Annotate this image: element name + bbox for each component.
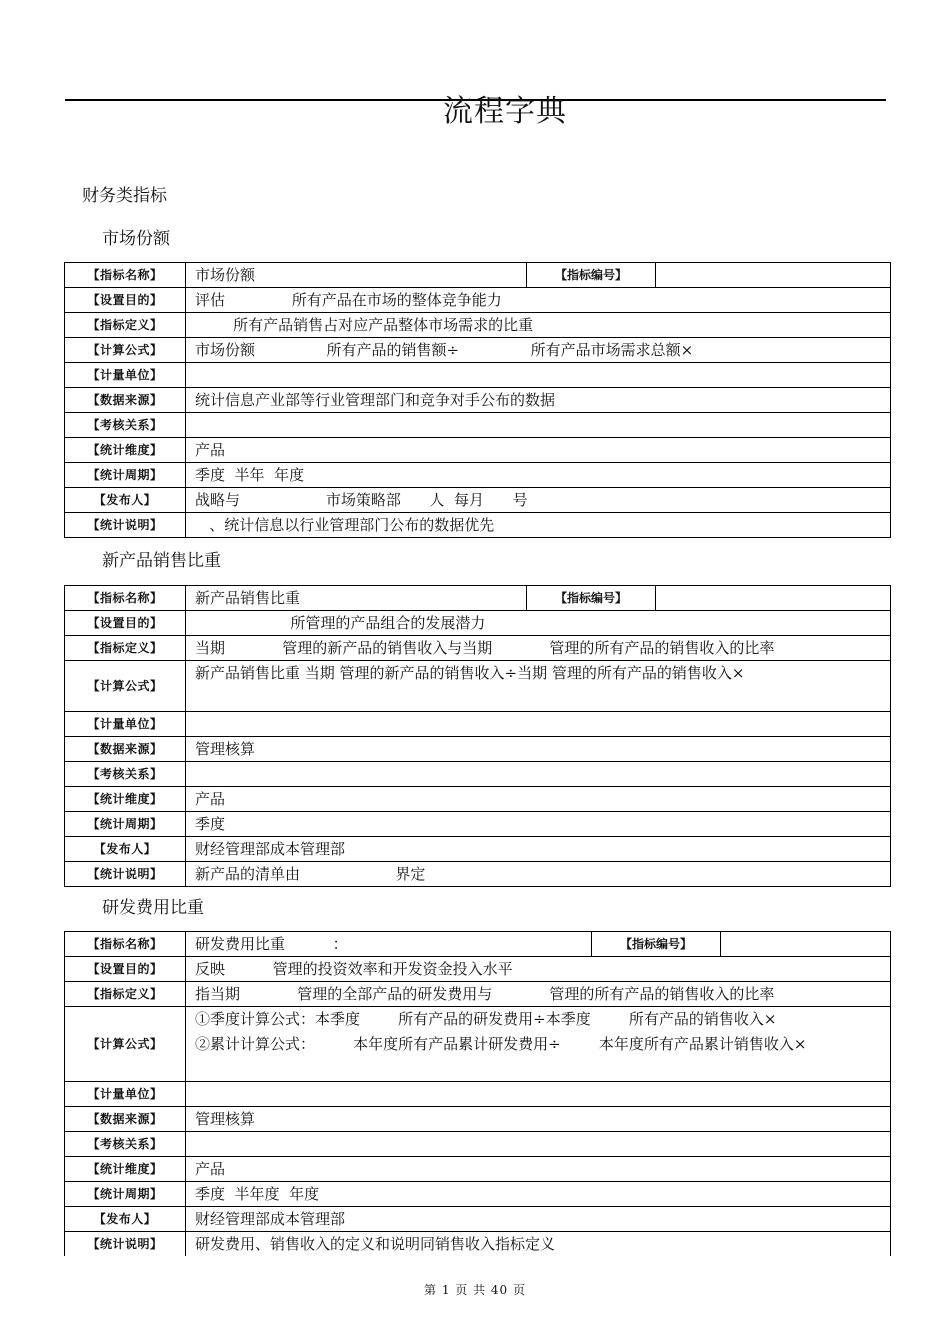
table-row (65, 611, 891, 636)
row-label: 【数据来源】 (65, 388, 186, 413)
table-row (65, 957, 891, 982)
row-value: 产品 (186, 438, 891, 463)
row-value: 财经管理部成本管理部 (186, 1207, 891, 1232)
row-value: 产品 (186, 787, 891, 812)
row-label: 【考核关系】 (65, 762, 186, 787)
row-label: 【统计说明】 (65, 513, 186, 538)
category-heading: 财务类指标 (82, 186, 167, 206)
indicator-name-value: 市场份额 (186, 263, 527, 288)
row-value: 研发费用、销售收入的定义和说明同销售收入指标定义 (186, 1232, 891, 1257)
row-value: 产品 (186, 1157, 891, 1182)
section-title-rd-expense: 研发费用比重 (102, 898, 204, 918)
table-row (65, 932, 891, 957)
row-label: 【设置目的】 (65, 957, 186, 982)
table-row (65, 288, 891, 313)
row-label: 【数据来源】 (65, 1107, 186, 1132)
table-row (65, 1107, 891, 1132)
indicator-code-label: 【指标编号】 (527, 263, 656, 288)
row-label: 【指标名称】 (65, 263, 186, 288)
indicator-code-value (656, 263, 891, 288)
row-value: 统计信息产业部等行业管理部门和竞争对手公布的数据 (186, 388, 891, 413)
table-row (65, 263, 891, 288)
table-row (65, 1132, 891, 1157)
table-row (65, 787, 891, 812)
indicator-code-value (656, 586, 891, 611)
table-row (65, 982, 891, 1007)
row-label: 【计量单位】 (65, 1082, 186, 1107)
row-label: 【指标定义】 (65, 982, 186, 1007)
row-label: 【统计周期】 (65, 463, 186, 488)
table-row (65, 862, 891, 887)
row-label: 【数据来源】 (65, 737, 186, 762)
indicator-name-value: 新产品销售比重 (186, 586, 527, 611)
row-label: 【发布人】 (65, 837, 186, 862)
row-value: 管理核算 (186, 1107, 891, 1132)
indicator-code-label: 【指标编号】 (527, 586, 656, 611)
table-row (65, 1207, 891, 1232)
indicator-name-value: 研发费用比重 ： (186, 932, 592, 957)
row-value (186, 363, 891, 388)
row-value: 新产品的清单由 界定 (186, 862, 891, 887)
row-label: 【统计维度】 (65, 438, 186, 463)
row-label: 【指标定义】 (65, 636, 186, 661)
row-label: 【发布人】 (65, 1207, 186, 1232)
row-value: 指当期 管理的全部产品的研发费用与 管理的所有产品的销售收入的比率 (186, 982, 891, 1007)
row-value: 财经管理部成本管理部 (186, 837, 891, 862)
row-value: 管理核算 (186, 737, 891, 762)
page-number: 第 1 页 共 40 页 (424, 1283, 526, 1297)
row-label: 【考核关系】 (65, 1132, 186, 1157)
table-row (65, 636, 891, 661)
row-value: 反映 管理的投资效率和开发资金投入水平 (186, 957, 891, 982)
table-row (65, 513, 891, 538)
row-label: 【计量单位】 (65, 712, 186, 737)
table-row (65, 338, 891, 363)
row-value: 季度 半年 年度 (186, 463, 891, 488)
row-label: 【设置目的】 (65, 611, 186, 636)
table-row (65, 1157, 891, 1182)
row-value: 所管理的产品组合的发展潜力 (186, 611, 891, 636)
row-value: 市场份额 所有产品的销售额÷ 所有产品市场需求总额× (186, 338, 891, 363)
row-label: 【统计周期】 (65, 1182, 186, 1207)
row-label: 【指标名称】 (65, 586, 186, 611)
row-value: 评估 所有产品在市场的整体竞争能力 (186, 288, 891, 313)
row-value: 、统计信息以行业管理部门公布的数据优先 (186, 513, 891, 538)
row-label: 【计算公式】 (65, 338, 186, 363)
row-label: 【统计维度】 (65, 787, 186, 812)
row-value: 所有产品销售占对应产品整体市场需求的比重 (186, 313, 891, 338)
row-label: 【计算公式】 (65, 661, 186, 712)
row-label: 【计量单位】 (65, 363, 186, 388)
table-row (65, 388, 891, 413)
row-value: 战略与 市场策略部 人 每月 号 (186, 488, 891, 513)
table-row (65, 586, 891, 611)
table-row (65, 1232, 891, 1257)
row-label: 【指标定义】 (65, 313, 186, 338)
indicator-table-rd-expense (64, 931, 891, 1256)
row-label: 【统计说明】 (65, 1232, 186, 1257)
table-row (65, 1182, 891, 1207)
table-row (65, 712, 891, 737)
row-value: 季度 半年度 年度 (186, 1182, 891, 1207)
page-title: 流程字典 (443, 94, 567, 129)
row-value (186, 1132, 891, 1157)
table-row (65, 812, 891, 837)
row-label: 【计算公式】 (65, 1007, 186, 1082)
section-title-new-product-sales: 新产品销售比重 (102, 551, 221, 571)
row-label: 【考核关系】 (65, 413, 186, 438)
table-row (65, 1082, 891, 1107)
table-row (65, 762, 891, 787)
formula-line-cumulative: ②累计计算公式： 本年度所有产品累计研发费用÷ 本年度所有产品累计销售收入× (195, 1035, 807, 1053)
row-value: 季度 (186, 812, 891, 837)
row-value (186, 1007, 891, 1082)
table-row (65, 363, 891, 388)
indicator-code-label: 【指标编号】 (592, 932, 721, 957)
row-label: 【统计周期】 (65, 812, 186, 837)
row-value (186, 712, 891, 737)
table-row (65, 661, 891, 712)
section-title-market-share: 市场份额 (102, 229, 170, 249)
row-value (186, 1082, 891, 1107)
table-row (65, 1007, 891, 1082)
table-row (65, 438, 891, 463)
table-row (65, 737, 891, 762)
row-label: 【统计维度】 (65, 1157, 186, 1182)
table-row (65, 837, 891, 862)
formula-line-quarterly: ①季度计算公式：本季度 所有产品的研发费用÷本季度 所有产品的销售收入× (195, 1010, 777, 1028)
row-label: 【发布人】 (65, 488, 186, 513)
row-value (186, 413, 891, 438)
table-row (65, 313, 891, 338)
table-row (65, 488, 891, 513)
row-value (186, 762, 891, 787)
table-row (65, 463, 891, 488)
row-label: 【设置目的】 (65, 288, 186, 313)
table-row (65, 413, 891, 438)
row-label: 【指标名称】 (65, 932, 186, 957)
indicator-code-value (721, 932, 891, 957)
row-value: 当期 管理的新产品的销售收入与当期 管理的所有产品的销售收入的比率 (186, 636, 891, 661)
indicator-table-market-share (64, 262, 891, 538)
row-value: 新产品销售比重 当期 管理的新产品的销售收入÷当期 管理的所有产品的销售收入× (186, 661, 891, 712)
row-label: 【统计说明】 (65, 862, 186, 887)
indicator-table-new-product-sales (64, 585, 891, 887)
